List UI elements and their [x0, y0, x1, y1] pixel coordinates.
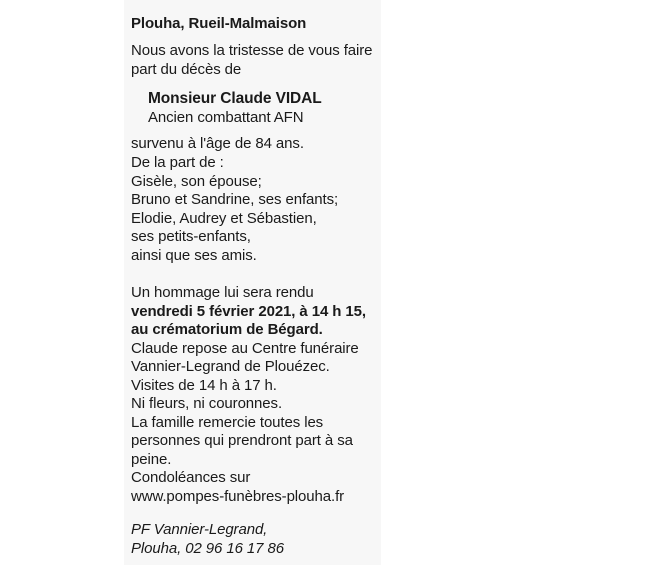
family-line-2: De la part de : [131, 154, 224, 171]
ceremony-detail-line: Ni fleurs, ni couronnes. [131, 395, 283, 412]
family-line-4: Bruno et Sandrine, ses enfants; [131, 191, 339, 208]
ceremony-detail-line: personnes qui prendront part à sa [131, 432, 353, 449]
funeral-home-contact: Plouha, 02 96 16 17 86 [131, 540, 284, 557]
family-line-1: survenu à l'âge de 84 ans. [131, 135, 304, 152]
ceremony-intro: Un hommage lui sera rendu [131, 284, 314, 301]
family-line-7: ainsi que ses amis. [131, 247, 257, 264]
family-line-5: Elodie, Audrey et Sébastien, [131, 210, 317, 227]
deceased-name: Monsieur Claude VIDAL [148, 90, 322, 107]
ceremony-detail-line: peine. [131, 451, 172, 468]
ceremony-date: vendredi 5 février 2021, à 14 h 15, [131, 303, 366, 320]
funeral-home-name: PF Vannier-Legrand, [131, 521, 268, 538]
condolences-website: www.pompes-funèbres-plouha.fr [131, 488, 345, 505]
deceased-title: Ancien combattant AFN [148, 109, 304, 126]
ceremony-place: au crématorium de Bégard. [131, 321, 323, 338]
ceremony-detail-line: Visites de 14 h à 17 h. [131, 377, 277, 394]
family-line-6: ses petits-enfants, [131, 228, 251, 245]
family-line-3: Gisèle, son épouse; [131, 173, 262, 190]
ceremony-detail-line: La famille remercie toutes les [131, 414, 324, 431]
intro-line-2: part du décès de [131, 61, 242, 78]
notice-location-heading: Plouha, Rueil-Malmaison [131, 15, 307, 32]
intro-line-1: Nous avons la tristesse de vous faire [131, 42, 373, 59]
ceremony-detail-line: Claude repose au Centre funéraire [131, 340, 359, 357]
ceremony-detail-line: Condoléances sur [131, 469, 251, 486]
ceremony-detail-line: Vannier-Legrand de Plouézec. [131, 358, 330, 375]
